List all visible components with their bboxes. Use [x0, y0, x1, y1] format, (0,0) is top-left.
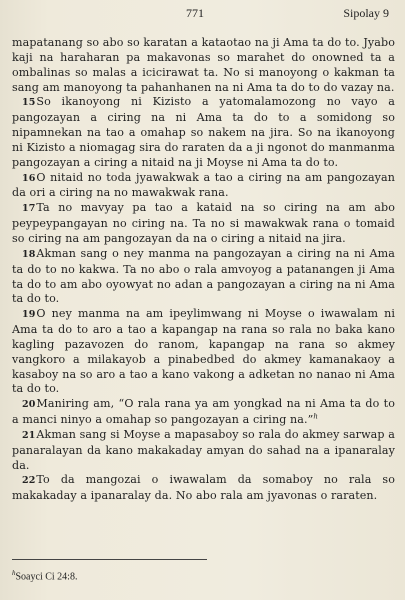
footnote: [12, 569, 77, 582]
verse-number: 16: [22, 172, 36, 184]
paragraph: [12, 428, 395, 474]
page-header: [0, 6, 405, 24]
verse-number: 21: [22, 429, 36, 441]
paragraph: [12, 307, 395, 397]
body-text: [12, 36, 395, 504]
footnote-ref: h: [313, 412, 318, 421]
paragraph: [12, 397, 395, 428]
verse-number: 17: [22, 203, 36, 215]
paragraph: [12, 95, 395, 170]
footnote-text: Soayci Ci 24:8.: [15, 571, 78, 583]
paragraph: [12, 201, 395, 247]
verse-number: 20: [22, 399, 36, 411]
paragraph: [12, 171, 395, 202]
paragraph: [12, 247, 395, 307]
footnote-mark: h: [12, 569, 16, 577]
paragraph: [12, 36, 395, 95]
verse-number: 15: [22, 97, 36, 109]
verse-text: Akman sang o ney manma na pangozayan a ciring na ni Ama ta do to no kakwa. Ta no abo o rala amvoyog a patanangen ji Ama ta do to am abo oyowyat no adan a pangozayan a ciring na ni Ama ta do to.: [12, 246, 395, 306]
verse-text: O nitaid no toda jyawakwak a tao a ciring na am pangozayan da ori a ciring na no mawakwak rana.: [12, 170, 395, 200]
verse-text: Maniring am, “O rala rana ya am yongkad na ni Ama ta do to a manci ninyo a omahap so pangozayan a ciring na.”: [12, 397, 395, 427]
verse-text: mapatanang so abo so karatan a kataotao na ji Ama ta do to. Jyabo kaji na haraharan pa makavonas so marahet do onowned ta a ombalinas so malas a icicirawat ta. No si manoyong o kakman ta sang am manoyong ta pahanhanen na ni Ama ta do to do vazay na.: [12, 36, 395, 94]
verse-number: 19: [22, 309, 36, 321]
verse-number: 18: [22, 248, 36, 260]
footnote-rule: [12, 559, 207, 560]
verse-text: Akman sang si Moyse a mapasaboy so rala do akmey sarwap a panaralayan da kano makakaday amyan do sahad na a ipanaralay da.: [12, 427, 395, 472]
running-head: Sipolay 9: [343, 6, 389, 20]
verse-text: So ikanoyong ni Kizisto a yatomalamozong no vayo a pangozayan a ciring na ni Ama ta do to a somidong so nipamnekan na tao a omahap so nakem na jira. So na ikanoyong ni Kizisto a niomagag sira do raraten da a ji ngonot do manmanma pangozayan a ciring a nitaid na ji Moyse ni Ama ta do to.: [12, 95, 395, 169]
paragraph: [12, 473, 395, 504]
verse-text: To da mangozai o iwawalam da somaboy no rala so makakaday a ipanaralay da. No abo rala am jyavonas o raraten.: [12, 473, 395, 503]
verse-text: O ney manma na am ipeylimwang ni Moyse o iwawalam ni Ama ta do to aro a tao a kapangap na rana so rala no baka kano kagling pazavozen do ranom, kapangap na rana so akmey vangkoro a milakayob a pinabedbed do akmey kamanakaoy a kasaboy na so aro a tao a kano vakong a adketan no nanao ni Ama ta do to.: [12, 307, 395, 396]
page-number: 771: [186, 6, 204, 20]
verse-text: Ta no mavyay pa tao a kataid na so ciring na am abo peypeypangayan no ciring na. Ta no si mawakwak rana o tomaid so ciring na am pangozayan da na o ciring a nitaid na jira.: [12, 201, 395, 245]
verse-number: 22: [22, 475, 36, 487]
